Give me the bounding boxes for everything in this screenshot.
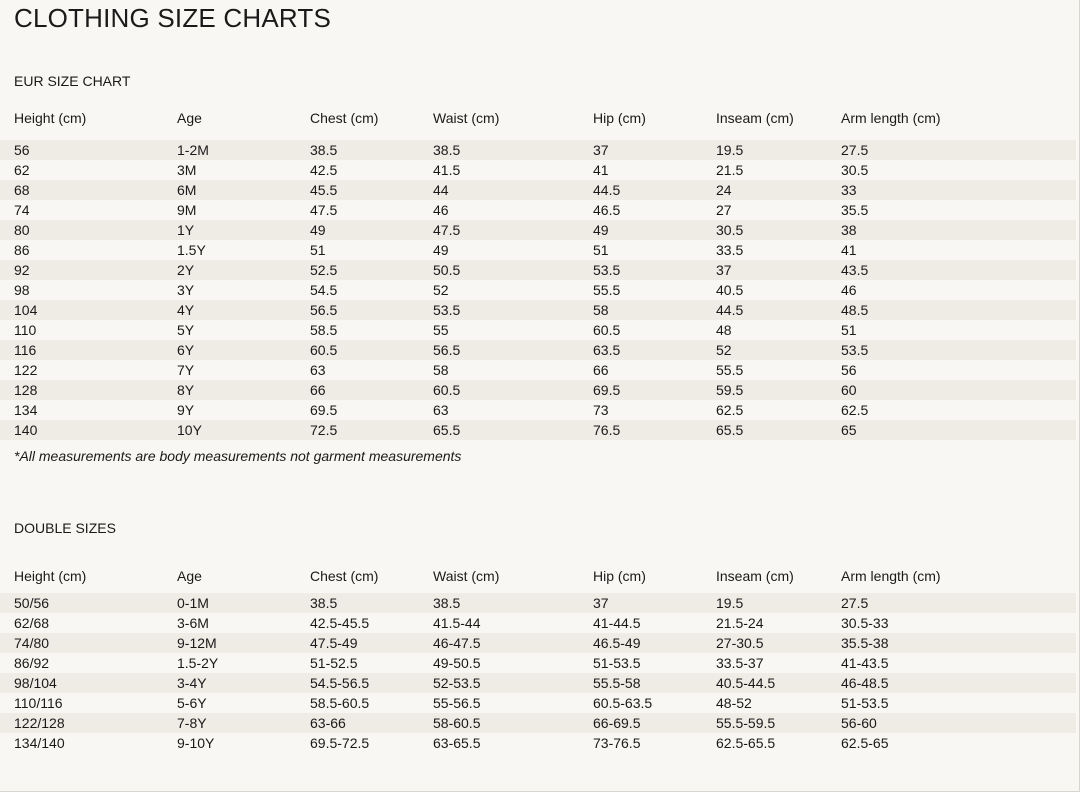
cell-hip: 41-44.5 (593, 615, 641, 631)
cell-inseam: 19.5 (716, 595, 744, 611)
table-row (0, 593, 1076, 613)
cell-height: 104 (14, 302, 38, 318)
cell-arm-length: 41 (841, 242, 857, 258)
cell-hip: 44.5 (593, 182, 621, 198)
cell-age: 2Y (177, 262, 195, 278)
cell-age: 3-4Y (177, 675, 207, 691)
cell-chest: 58.5 (310, 322, 338, 338)
cell-inseam: 40.5 (716, 282, 744, 298)
cell-inseam: 37 (716, 262, 732, 278)
cell-waist: 38.5 (433, 595, 461, 611)
cell-waist: 50.5 (433, 262, 461, 278)
cell-chest: 54.5 (310, 282, 338, 298)
cell-age: 1-2M (177, 142, 209, 158)
cell-arm-length: 53.5 (841, 342, 869, 358)
column-header-chest: Chest (cm) (310, 568, 379, 584)
cell-waist: 60.5 (433, 382, 461, 398)
table-row (0, 673, 1076, 693)
double-sizes-chart-header-row (0, 566, 1076, 586)
table-row (0, 713, 1076, 733)
cell-waist: 53.5 (433, 302, 461, 318)
cell-hip: 73-76.5 (593, 735, 641, 751)
cell-arm-length: 27.5 (841, 595, 869, 611)
table-row (0, 693, 1076, 713)
table-row (0, 420, 1076, 440)
cell-inseam: 21.5 (716, 162, 744, 178)
cell-chest: 60.5 (310, 342, 338, 358)
cell-height: 110 (14, 322, 37, 338)
cell-chest: 38.5 (310, 142, 338, 158)
cell-waist: 46 (433, 202, 449, 218)
cell-hip: 66 (593, 362, 609, 378)
cell-height: 128 (14, 382, 38, 398)
cell-chest: 56.5 (310, 302, 338, 318)
eur-size-chart-title: EUR SIZE CHART (14, 73, 131, 89)
column-header-inseam: Inseam (cm) (716, 110, 794, 126)
table-row (0, 360, 1076, 380)
cell-hip: 60.5-63.5 (593, 695, 653, 711)
table-row (0, 733, 1076, 753)
cell-age: 1Y (177, 222, 195, 238)
cell-hip: 53.5 (593, 262, 621, 278)
cell-age: 1.5-2Y (177, 655, 219, 671)
table-row (0, 240, 1076, 260)
double-sizes-chart-title: DOUBLE SIZES (14, 520, 116, 536)
cell-inseam: 65.5 (716, 422, 744, 438)
cell-inseam: 21.5-24 (716, 615, 764, 631)
cell-inseam: 52 (716, 342, 732, 358)
table-row (0, 180, 1076, 200)
column-header-height: Height (cm) (14, 568, 87, 584)
cell-waist: 55 (433, 322, 449, 338)
cell-age: 5Y (177, 322, 195, 338)
cell-inseam: 19.5 (716, 142, 744, 158)
cell-inseam: 24 (716, 182, 732, 198)
cell-arm-length: 56 (841, 362, 857, 378)
cell-height: 62 (14, 162, 30, 178)
cell-chest: 49 (310, 222, 326, 238)
cell-chest: 45.5 (310, 182, 338, 198)
cell-arm-length: 65 (841, 422, 857, 438)
cell-height: 86/92 (14, 655, 50, 671)
column-header-inseam: Inseam (cm) (716, 568, 794, 584)
cell-hip: 60.5 (593, 322, 621, 338)
cell-waist: 63-65.5 (433, 735, 481, 751)
cell-chest: 58.5-60.5 (310, 695, 370, 711)
cell-chest: 42.5-45.5 (310, 615, 370, 631)
cell-inseam: 48-52 (716, 695, 752, 711)
cell-inseam: 59.5 (716, 382, 744, 398)
cell-arm-length: 48.5 (841, 302, 869, 318)
cell-waist: 44 (433, 182, 449, 198)
cell-arm-length: 33 (841, 182, 857, 198)
cell-hip: 73 (593, 402, 609, 418)
cell-height: 74/80 (14, 635, 50, 651)
cell-inseam: 30.5 (716, 222, 744, 238)
cell-height: 74 (14, 202, 30, 218)
cell-arm-length: 51-53.5 (841, 695, 889, 711)
cell-arm-length: 35.5-38 (841, 635, 889, 651)
cell-waist: 52-53.5 (433, 675, 481, 691)
cell-age: 9M (177, 202, 197, 218)
cell-inseam: 62.5 (716, 402, 744, 418)
cell-waist: 52 (433, 282, 449, 298)
table-row (0, 633, 1076, 653)
cell-hip: 41 (593, 162, 609, 178)
cell-arm-length: 35.5 (841, 202, 869, 218)
cell-arm-length: 62.5-65 (841, 735, 889, 751)
cell-hip: 63.5 (593, 342, 621, 358)
cell-chest: 69.5 (310, 402, 338, 418)
cell-age: 9-10Y (177, 735, 215, 751)
cell-waist: 63 (433, 402, 449, 418)
cell-height: 122 (14, 362, 38, 378)
column-header-hip: Hip (cm) (593, 568, 646, 584)
table-row (0, 300, 1076, 320)
cell-chest: 69.5-72.5 (310, 735, 370, 751)
cell-chest: 47.5 (310, 202, 338, 218)
cell-arm-length: 62.5 (841, 402, 869, 418)
page-title: CLOTHING SIZE CHARTS (14, 3, 332, 33)
cell-chest: 54.5-56.5 (310, 675, 370, 691)
cell-waist: 65.5 (433, 422, 461, 438)
cell-arm-length: 46 (841, 282, 857, 298)
cell-height: 116 (14, 342, 37, 358)
cell-chest: 63-66 (310, 715, 346, 731)
cell-inseam: 62.5-65.5 (716, 735, 776, 751)
cell-waist: 49 (433, 242, 449, 258)
cell-chest: 51 (310, 242, 326, 258)
table-row (0, 140, 1076, 160)
column-header-age: Age (177, 568, 202, 584)
column-header-arm-length: Arm length (cm) (841, 110, 941, 126)
table-row (0, 280, 1076, 300)
cell-height: 134 (14, 402, 38, 418)
cell-height: 80 (14, 222, 30, 238)
cell-age: 1.5Y (177, 242, 206, 258)
cell-arm-length: 30.5-33 (841, 615, 889, 631)
cell-inseam: 40.5-44.5 (716, 675, 776, 691)
cell-waist: 49-50.5 (433, 655, 481, 671)
table-row (0, 400, 1076, 420)
cell-height: 50/56 (14, 595, 50, 611)
cell-age: 6M (177, 182, 197, 198)
column-header-waist: Waist (cm) (433, 568, 500, 584)
cell-age: 9-12M (177, 635, 217, 651)
table-row (0, 380, 1076, 400)
cell-hip: 55.5 (593, 282, 621, 298)
cell-waist: 58-60.5 (433, 715, 481, 731)
cell-arm-length: 38 (841, 222, 857, 238)
cell-arm-length: 51 (841, 322, 857, 338)
cell-arm-length: 56-60 (841, 715, 877, 731)
cell-height: 140 (14, 422, 38, 438)
cell-chest: 63 (310, 362, 326, 378)
column-header-arm-length: Arm length (cm) (841, 568, 941, 584)
cell-waist: 41.5 (433, 162, 461, 178)
cell-hip: 66-69.5 (593, 715, 641, 731)
cell-chest: 72.5 (310, 422, 338, 438)
cell-chest: 47.5-49 (310, 635, 358, 651)
cell-age: 3M (177, 162, 197, 178)
table-row (0, 340, 1076, 360)
cell-waist: 56.5 (433, 342, 461, 358)
table-row (0, 653, 1076, 673)
cell-age: 5-6Y (177, 695, 207, 711)
cell-age: 3-6M (177, 615, 209, 631)
cell-arm-length: 60 (841, 382, 857, 398)
cell-age: 10Y (177, 422, 202, 438)
cell-waist: 46-47.5 (433, 635, 481, 651)
cell-height: 68 (14, 182, 30, 198)
column-header-waist: Waist (cm) (433, 110, 500, 126)
cell-inseam: 33.5-37 (716, 655, 764, 671)
cell-age: 0-1M (177, 595, 209, 611)
cell-height: 98 (14, 282, 30, 298)
cell-arm-length: 27.5 (841, 142, 869, 158)
table-row (0, 160, 1076, 180)
eur-size-chart-header-row (0, 108, 1076, 128)
cell-arm-length: 46-48.5 (841, 675, 889, 691)
cell-inseam: 27 (716, 202, 732, 218)
cell-inseam: 33.5 (716, 242, 744, 258)
table-row (0, 220, 1076, 240)
cell-arm-length: 30.5 (841, 162, 869, 178)
cell-age: 7Y (177, 362, 195, 378)
cell-height: 98/104 (14, 675, 57, 691)
cell-hip: 58 (593, 302, 609, 318)
column-header-age: Age (177, 110, 202, 126)
table-row (0, 613, 1076, 633)
cell-age: 3Y (177, 282, 195, 298)
cell-hip: 55.5-58 (593, 675, 641, 691)
cell-age: 4Y (177, 302, 195, 318)
cell-height: 134/140 (14, 735, 65, 751)
column-header-hip: Hip (cm) (593, 110, 646, 126)
cell-height: 110/116 (14, 695, 63, 711)
cell-hip: 46.5-49 (593, 635, 641, 651)
cell-age: 9Y (177, 402, 195, 418)
cell-age: 8Y (177, 382, 195, 398)
measurement-footnote: *All measurements are body measurements not garment measurements (14, 448, 462, 464)
cell-hip: 69.5 (593, 382, 621, 398)
cell-waist: 47.5 (433, 222, 461, 238)
cell-inseam: 44.5 (716, 302, 744, 318)
cell-chest: 42.5 (310, 162, 338, 178)
cell-hip: 46.5 (593, 202, 621, 218)
cell-age: 6Y (177, 342, 195, 358)
cell-height: 56 (14, 142, 30, 158)
cell-inseam: 48 (716, 322, 732, 338)
table-row (0, 320, 1076, 340)
cell-hip: 37 (593, 142, 609, 158)
cell-inseam: 27-30.5 (716, 635, 764, 651)
cell-waist: 38.5 (433, 142, 461, 158)
cell-arm-length: 41-43.5 (841, 655, 889, 671)
cell-hip: 51-53.5 (593, 655, 641, 671)
cell-hip: 49 (593, 222, 609, 238)
cell-hip: 76.5 (593, 422, 621, 438)
cell-height: 86 (14, 242, 30, 258)
cell-hip: 51 (593, 242, 609, 258)
cell-waist: 55-56.5 (433, 695, 481, 711)
cell-chest: 52.5 (310, 262, 338, 278)
cell-chest: 51-52.5 (310, 655, 358, 671)
cell-chest: 66 (310, 382, 326, 398)
column-header-height: Height (cm) (14, 110, 87, 126)
cell-arm-length: 43.5 (841, 262, 869, 278)
cell-inseam: 55.5 (716, 362, 744, 378)
cell-height: 92 (14, 262, 30, 278)
cell-hip: 37 (593, 595, 609, 611)
cell-inseam: 55.5-59.5 (716, 715, 776, 731)
cell-waist: 41.5-44 (433, 615, 481, 631)
table-row (0, 200, 1076, 220)
cell-age: 7-8Y (177, 715, 207, 731)
cell-height: 122/128 (14, 715, 65, 731)
cell-height: 62/68 (14, 615, 50, 631)
cell-waist: 58 (433, 362, 449, 378)
column-header-chest: Chest (cm) (310, 110, 379, 126)
cell-chest: 38.5 (310, 595, 338, 611)
table-row (0, 260, 1076, 280)
